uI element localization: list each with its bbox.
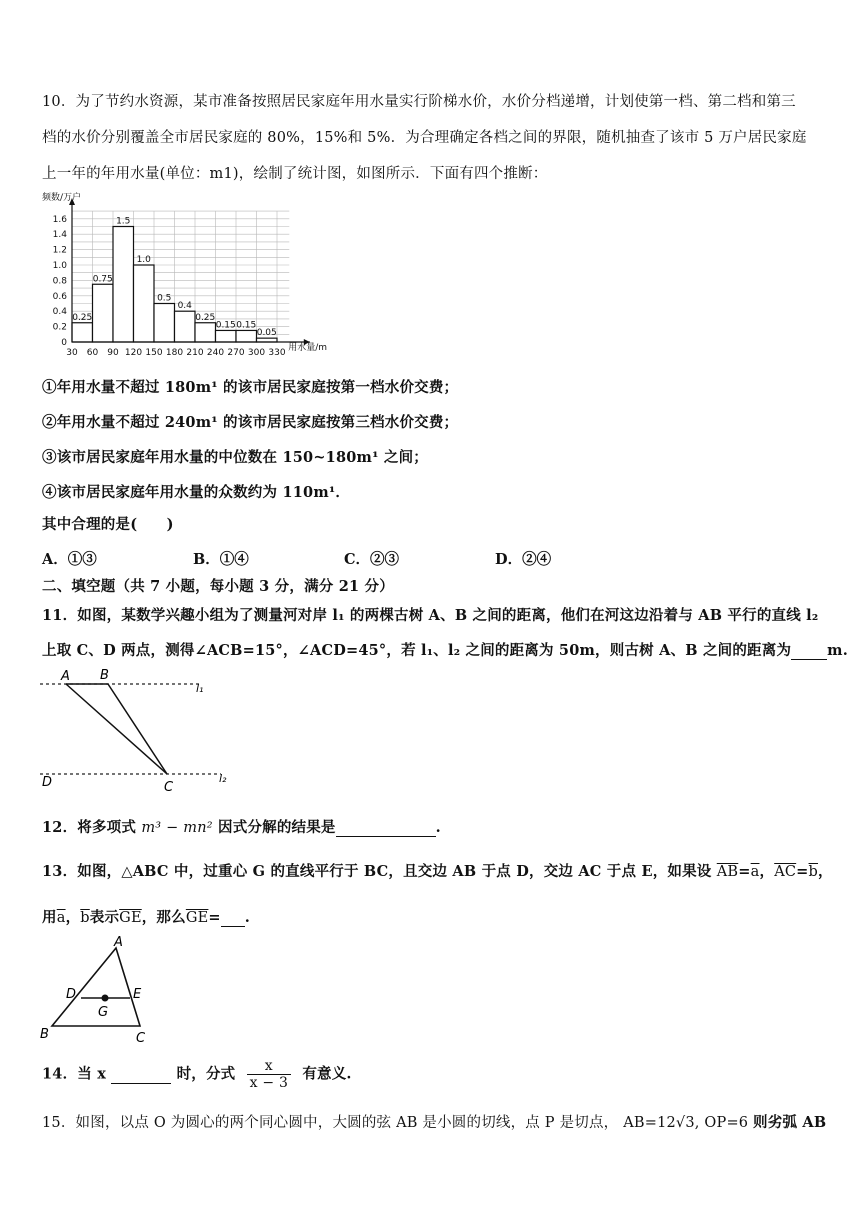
q14-post: 有意义. bbox=[302, 1065, 352, 1083]
y-tick-label: 0.2 bbox=[52, 322, 67, 333]
bar bbox=[195, 323, 216, 342]
y-tick-label: 1.4 bbox=[52, 230, 67, 241]
q13-text-express: 表示 bbox=[89, 909, 120, 926]
q11-figure bbox=[36, 664, 246, 799]
label-l1: l₁ bbox=[196, 682, 204, 695]
vector-ab: $\overline{AB}$ bbox=[716, 864, 739, 880]
q13-answer-blank[interactable] bbox=[221, 909, 245, 927]
label-g: G bbox=[98, 1005, 109, 1020]
y-tick-label: 0.8 bbox=[52, 276, 67, 287]
y-tick-label: 1.0 bbox=[52, 261, 67, 271]
vector-a: $\overline{a}$ bbox=[750, 864, 760, 880]
label-b: B bbox=[100, 668, 109, 683]
q13-text1: 13．如图，△ABC 中，过重心 G 的直线平行于 BC，且交边 AB 于点 D，交边 AC 于点 E，如果设 bbox=[42, 863, 712, 880]
vector-ge: $\overline{GE}$ bbox=[119, 910, 142, 926]
q11-line2-text: 上取 C、D 两点，测得∠ACB=15°，∠ACD=45°，若 l₁、l₂ 之间的距离为 50m，则古树 A、B 之间的距离为 bbox=[42, 642, 792, 659]
bar bbox=[154, 304, 175, 343]
x-tick-label: 270 bbox=[227, 348, 245, 358]
x-tick-label: 300 bbox=[247, 348, 266, 358]
x-tick-label: 210 bbox=[186, 348, 204, 358]
q13-text-then: ，那么 bbox=[141, 909, 186, 926]
histogram-chart bbox=[40, 190, 340, 365]
q15-line bbox=[42, 1111, 826, 1132]
section-heading: 二、填空题（共 7 小题，每小题 3 分，满分 21 分） bbox=[42, 578, 394, 595]
statement-3: ③该市居民家庭年用水量的中位数在 150~180m¹ 之间； bbox=[42, 449, 428, 466]
bar-data-label: 0.25 bbox=[72, 312, 93, 323]
label-a: A bbox=[114, 935, 123, 950]
label-d: D bbox=[66, 987, 77, 1002]
q11-line1: 11．如图，某数学兴趣小组为了测量河对岸 l₁ 的两棵古树 A、B 之间的距离，他们在河这边沿着与 AB 平行的直线 l₂ bbox=[42, 607, 819, 624]
q13-line2: 用$\overline{a}$，$\overline{b}$表示$\overline{GE}$，那么$\overline{GE}=$ . bbox=[42, 909, 251, 926]
q15-expr2: OP=6 bbox=[704, 1115, 749, 1131]
statement-2: ②年用水量不超过 240m¹ 的该市居民家庭按第三档水价交费； bbox=[42, 414, 459, 431]
y-tick-label: 0 bbox=[61, 338, 67, 348]
bar-data-label: 0.15 bbox=[236, 320, 257, 331]
bar bbox=[113, 227, 134, 343]
bar bbox=[175, 311, 196, 342]
bar-data-label: 1.0 bbox=[136, 255, 151, 265]
bar bbox=[216, 330, 237, 342]
label-c: C bbox=[164, 780, 174, 795]
y-tick-label: 0.6 bbox=[52, 291, 67, 302]
y-tick-label: 1.6 bbox=[52, 214, 67, 225]
bar bbox=[134, 265, 155, 342]
bar bbox=[236, 330, 257, 342]
q11-line2 bbox=[42, 639, 848, 660]
centroid-g bbox=[102, 995, 109, 1002]
bar-data-label: 0.4 bbox=[177, 301, 192, 312]
x-tick-label: 330 bbox=[268, 348, 286, 358]
vector-ac: $\overline{AC}$ bbox=[774, 864, 797, 880]
vector-b: $\overline{b}$ bbox=[808, 864, 819, 880]
q13-end: . bbox=[244, 909, 251, 926]
q12-line bbox=[42, 816, 441, 837]
label-c: C bbox=[136, 1031, 146, 1046]
y-axis-label: 频数/万户 bbox=[42, 193, 82, 203]
option-d: D．②④ bbox=[495, 551, 552, 568]
bar bbox=[93, 284, 114, 342]
bar-data-label: 0.75 bbox=[92, 274, 113, 285]
x-tick-label: 150 bbox=[145, 348, 163, 358]
x-axis-label: 用水量/m bbox=[288, 343, 328, 353]
x-tick-label: 90 bbox=[107, 348, 119, 358]
q14-mid: 时，分式 bbox=[176, 1065, 236, 1083]
label-l2: l₂ bbox=[219, 772, 227, 785]
vector-ge-2: $\overline{GE}$ bbox=[185, 910, 209, 926]
q15-text: 15．如图，以点 O 为圆心的两个同心圆中，大圆的弦 AB 是小圆的切线，点 P 是切点， bbox=[42, 1115, 619, 1131]
bar-data-label: 0.05 bbox=[256, 328, 277, 339]
q13-line1: 13．如图，△ABC 中，过重心 G 的直线平行于 BC，且交边 AB 于点 D，交边 AC 于点 E，如果设 $\overline{AB}=\overline{a}$，$\overline{AC}=\overline{b}$， bbox=[42, 863, 833, 880]
q12-end: . bbox=[435, 819, 441, 836]
label-d: D bbox=[42, 775, 53, 790]
q13-equals: = bbox=[208, 909, 221, 926]
bar-data-label: 1.5 bbox=[116, 216, 131, 227]
q14-pre: 14．当 x bbox=[42, 1065, 107, 1083]
option-a: A．①③ bbox=[42, 551, 97, 568]
x-tick-label: 30 bbox=[66, 348, 78, 358]
option-c: C．②③ bbox=[344, 551, 400, 568]
q14-line bbox=[42, 1058, 352, 1091]
q13-text-use: 用 bbox=[42, 909, 57, 926]
q11-answer-blank[interactable] bbox=[791, 642, 827, 660]
vector-a-2: $\overline{a}$ bbox=[56, 910, 66, 926]
bar bbox=[72, 323, 93, 342]
label-a: A bbox=[61, 669, 70, 684]
fraction-numerator: x bbox=[247, 1058, 291, 1075]
x-tick-label: 180 bbox=[165, 348, 184, 358]
bar-data-label: 0.15 bbox=[215, 320, 236, 331]
bar-data-label: 0.25 bbox=[195, 312, 216, 323]
q13-figure bbox=[36, 934, 166, 1050]
q12-post: 因式分解的结果是 bbox=[218, 819, 336, 836]
q15-expr1: AB=12√3, bbox=[623, 1115, 700, 1131]
x-tick-label: 240 bbox=[206, 348, 225, 358]
y-tick-label: 0.4 bbox=[52, 307, 67, 318]
q14-answer-blank[interactable] bbox=[111, 1066, 171, 1084]
q12-answer-blank[interactable] bbox=[336, 819, 436, 837]
q10-line3: 上一年的年用水量(单位：m1)，绘制了统计图，如图所示．下面有四个推断： bbox=[42, 166, 548, 182]
x-tick-label: 60 bbox=[86, 348, 99, 358]
x-tick-label: 120 bbox=[124, 348, 143, 358]
q12-pre: 12．将多项式 bbox=[42, 819, 137, 836]
option-b: B．①④ bbox=[193, 551, 249, 568]
q10-line1: 10．为了节约水资源，某市准备按照居民家庭年用水量实行阶梯水价，水价分档递增，计划使第一档、第二档和第三 bbox=[42, 94, 796, 110]
bar-data-label: 0.5 bbox=[157, 293, 172, 304]
statement-1: ①年用水量不超过 180m¹ 的该市居民家庭按第一档水价交费； bbox=[42, 379, 459, 396]
y-tick-label: 1.2 bbox=[52, 245, 67, 256]
fraction-denominator: x − 3 bbox=[249, 1075, 289, 1091]
q10-line2: 档的水价分别覆盖全市居民家庭的 80%，15%和 5%．为合理确定各档之间的界限，随机抽查了该市 5 万户居民家庭 bbox=[42, 130, 807, 146]
q11-unit: m. bbox=[827, 642, 848, 659]
q15-tail: 则劣弧 AB bbox=[753, 1114, 827, 1131]
q10-ask: 其中合理的是( ) bbox=[42, 516, 174, 533]
statement-4: ④该市居民家庭年用水量的众数约为 110m¹． bbox=[42, 484, 351, 501]
vector-b-2: $\overline{b}$ bbox=[80, 910, 90, 926]
label-e: E bbox=[133, 987, 142, 1002]
q12-expr: m³ − mn² bbox=[141, 820, 213, 836]
label-b: B bbox=[40, 1027, 49, 1042]
fraction bbox=[247, 1058, 291, 1091]
